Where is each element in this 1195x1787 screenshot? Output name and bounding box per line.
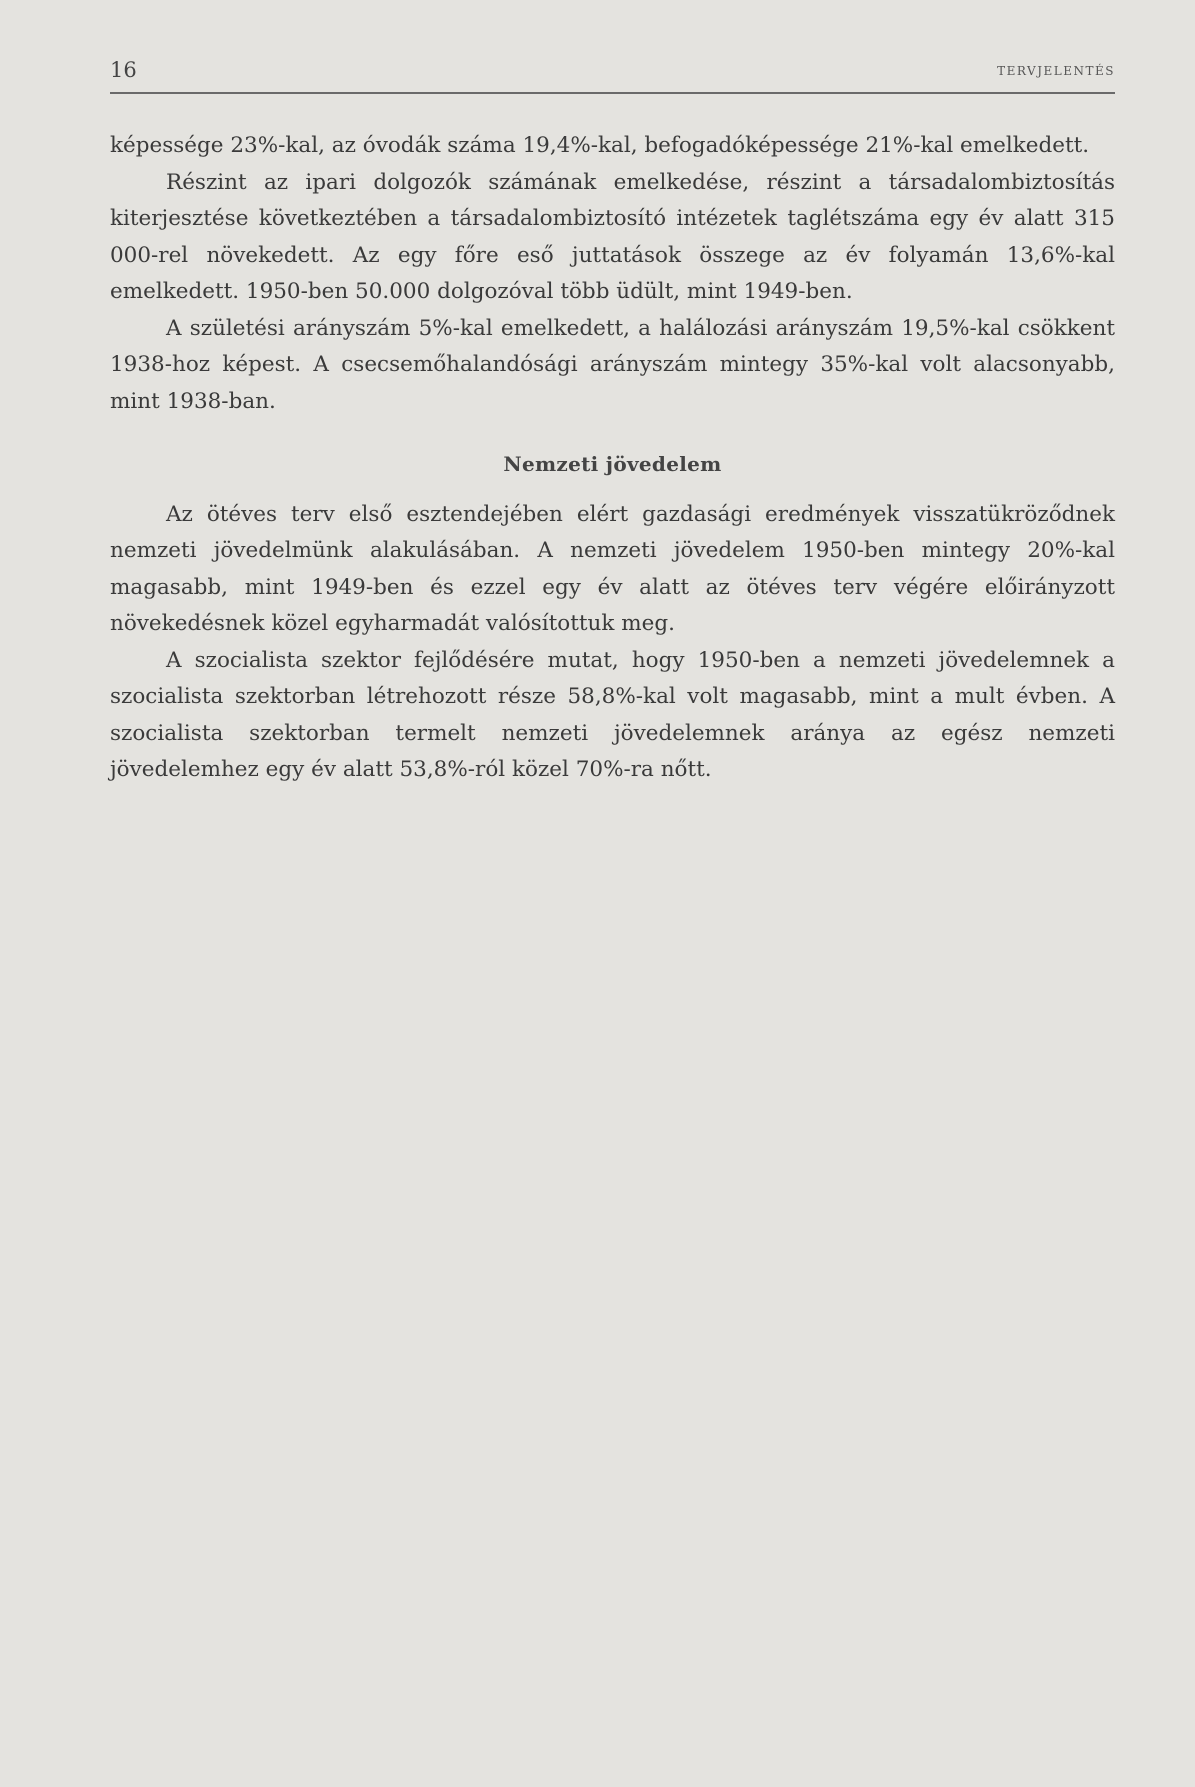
paragraph: A születési arányszám 5%-kal emelkedett, a halálozási arányszám 19,5%-kal csökkent 1938-hoz képest. A csecsemőhalandósági arányszám mintegy 35%-kal volt alacsonyabb, mint 1938-ban.: [110, 315, 1115, 414]
section-heading: Nemzeti jövedelem: [503, 452, 722, 476]
running-title: TERVJELENTÉS: [997, 64, 1115, 78]
header-rule: [110, 92, 1115, 94]
paragraph-continuation: képessége 23%-kal, az óvodák száma 19,4%-kal, befogadóképessége 21%-kal emelkedett.: [110, 133, 1090, 158]
page-number: 16: [110, 58, 137, 82]
paragraph: Részint az ipari dolgozók számának emelkedése, részint a társadalombiztosítás kiterjesztése következtében a társadalombiztosító intézetek taglétszáma egy év alatt 315 000-rel növekedett. Az egy főre eső juttatások összege az év folyamán 13,6%-kal emelkedett. 1950-ben 50.000 dolgozóval több üdült, mint 1949-ben.: [110, 169, 1115, 304]
paragraph: A szocialista szektor fejlődésére mutat, hogy 1950-ben a nemzeti jövedelemnek a szocialista szektorban létrehozott része 58,8%-kal volt magasabb, mint a mult évben. A szocialista szektorban termelt nemzeti jövedelemnek aránya az egész nemzeti jövedelemhez egy év alatt 53,8%-ról közel 70%-ra nőtt.: [110, 647, 1115, 782]
paragraph: Az ötéves terv első esztendejében elért gazdasági eredmények visszatükröződnek nemzeti jövedelmünk alakulásában. A nemzeti jövedelem 1950-ben mintegy 20%-kal magasabb, mint 1949-ben és ezzel egy év alatt az ötéves terv végére előirányzott növekedésnek közel egyharmadát valósítottuk meg.: [110, 501, 1115, 636]
body-text: [110, 128, 1115, 789]
running-head: [110, 58, 1115, 88]
